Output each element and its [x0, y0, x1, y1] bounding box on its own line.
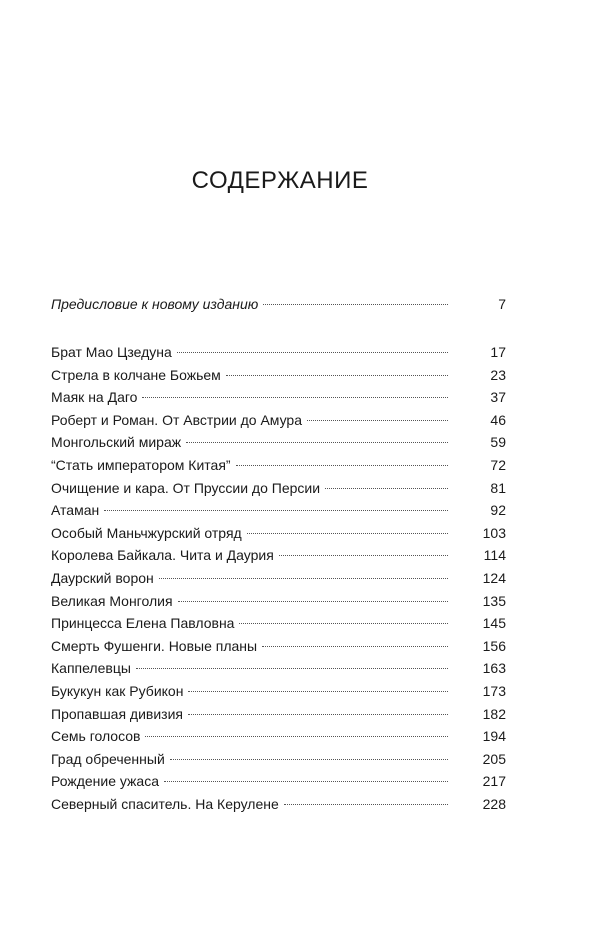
toc-entry-page: 17	[490, 344, 506, 360]
dot-leader	[164, 781, 448, 782]
dot-leader	[247, 533, 448, 534]
toc-entry-title: Даурский ворон	[51, 569, 154, 586]
toc-entry-title: Принцесса Елена Павловна	[51, 615, 235, 632]
toc-entry-page: 7	[498, 296, 506, 312]
toc-entry-page: 228	[482, 795, 506, 812]
dot-leader	[262, 646, 448, 647]
toc-entry-title: Смерть Фушенги. Новые планы	[51, 637, 258, 654]
dot-leader	[279, 555, 448, 556]
toc-entry-page: 156	[482, 637, 506, 654]
dot-leader	[307, 420, 448, 421]
toc-entry-page: 37	[490, 389, 506, 406]
toc-entry	[51, 680, 506, 703]
toc-entry-title: Монгольский мираж	[51, 434, 182, 451]
toc-entry	[51, 793, 506, 816]
toc-entry-page: 23	[490, 366, 506, 383]
toc-entry	[51, 612, 506, 635]
toc-entry-title: Брат Мао Цзедуна	[51, 344, 172, 360]
toc-entry-title: Каппелевцы	[51, 660, 131, 677]
dot-leader	[136, 668, 448, 669]
dot-leader	[145, 736, 448, 737]
toc-entry-title: Атаман	[51, 502, 100, 519]
toc-entry-page: 92	[490, 502, 506, 519]
dot-leader	[177, 352, 448, 353]
toc-entry-page: 59	[490, 434, 506, 451]
toc-entry	[51, 364, 506, 387]
toc-entry-title: Великая Монголия	[51, 592, 173, 609]
toc-entry-title: Град обреченный	[51, 750, 165, 767]
dot-leader	[236, 465, 448, 466]
toc-entry-title: Королева Байкала. Чита и Даурия	[51, 547, 274, 564]
toc-entry	[51, 341, 506, 364]
toc-entry	[51, 635, 506, 658]
toc-entry	[51, 522, 506, 545]
dot-leader	[188, 714, 448, 715]
dot-leader	[188, 691, 448, 692]
dot-leader	[284, 804, 448, 805]
toc-entry-page: 163	[482, 660, 506, 677]
toc-entry-page: 46	[490, 411, 506, 428]
toc-entry-page: 114	[483, 547, 506, 564]
toc-entry	[51, 725, 506, 748]
toc-entry	[51, 748, 506, 771]
toc-entry	[51, 409, 506, 432]
toc-entry	[51, 657, 506, 680]
toc-entry-page: 81	[490, 479, 506, 496]
toc-entry-title: Особый Маньчжурский отряд	[51, 524, 242, 541]
toc-entry	[51, 386, 506, 409]
page-title: СОДЕРЖАНИЕ	[191, 167, 369, 194]
toc-entry-title: Роберт и Роман. От Австрии до Амура	[51, 411, 302, 428]
toc-entry-title: Рождение ужаса	[51, 773, 159, 790]
toc-entry-title: “Стать императором Китая”	[51, 456, 231, 473]
toc-entry-page: 135	[482, 592, 506, 609]
dot-leader	[226, 375, 448, 376]
dot-leader	[170, 759, 448, 760]
toc-entry	[51, 590, 506, 613]
toc-entry-page: 182	[482, 705, 506, 722]
toc-entry-title: Предисловие к новому изданию	[51, 296, 259, 312]
toc-entry	[51, 499, 506, 522]
toc-entry-title: Стрела в колчане Божьем	[51, 366, 221, 383]
toc-entry-title: Маяк на Даго	[51, 389, 138, 406]
toc-entry-page: 173	[482, 682, 506, 699]
dot-leader	[142, 397, 448, 398]
toc-entry-page: 103	[482, 524, 506, 541]
toc-entry-page: 205	[482, 750, 506, 767]
dot-leader	[159, 578, 448, 579]
toc-entry	[51, 454, 506, 477]
toc-entry-page: 145	[482, 615, 506, 632]
toc-entry-title: Очищение и кара. От Пруссии до Персии	[51, 479, 321, 496]
toc-preface-section	[51, 293, 506, 316]
toc-entry	[51, 703, 506, 726]
toc-entry-preface	[51, 293, 506, 316]
toc-list	[51, 341, 506, 815]
dot-leader	[325, 488, 448, 489]
toc-entry	[51, 544, 506, 567]
toc-entry-page: 217	[482, 773, 506, 790]
toc-entry-page: 124	[482, 569, 506, 586]
toc-entry	[51, 431, 506, 454]
toc-entry-title: Северный спаситель. На Керулене	[51, 795, 279, 812]
dot-leader	[239, 623, 448, 624]
dot-leader	[178, 601, 448, 602]
dot-leader	[263, 304, 448, 305]
toc-entry-page: 194	[482, 728, 506, 745]
toc-entry-page: 72	[490, 456, 506, 473]
toc-entry	[51, 567, 506, 590]
dot-leader	[104, 510, 448, 511]
toc-entry-title: Букукун как Рубикон	[51, 682, 184, 699]
toc-entry-title: Семь голосов	[51, 728, 141, 745]
toc-entry	[51, 770, 506, 793]
toc-entry-title: Пропавшая дивизия	[51, 705, 183, 722]
dot-leader	[186, 442, 448, 443]
toc-entry	[51, 477, 506, 500]
